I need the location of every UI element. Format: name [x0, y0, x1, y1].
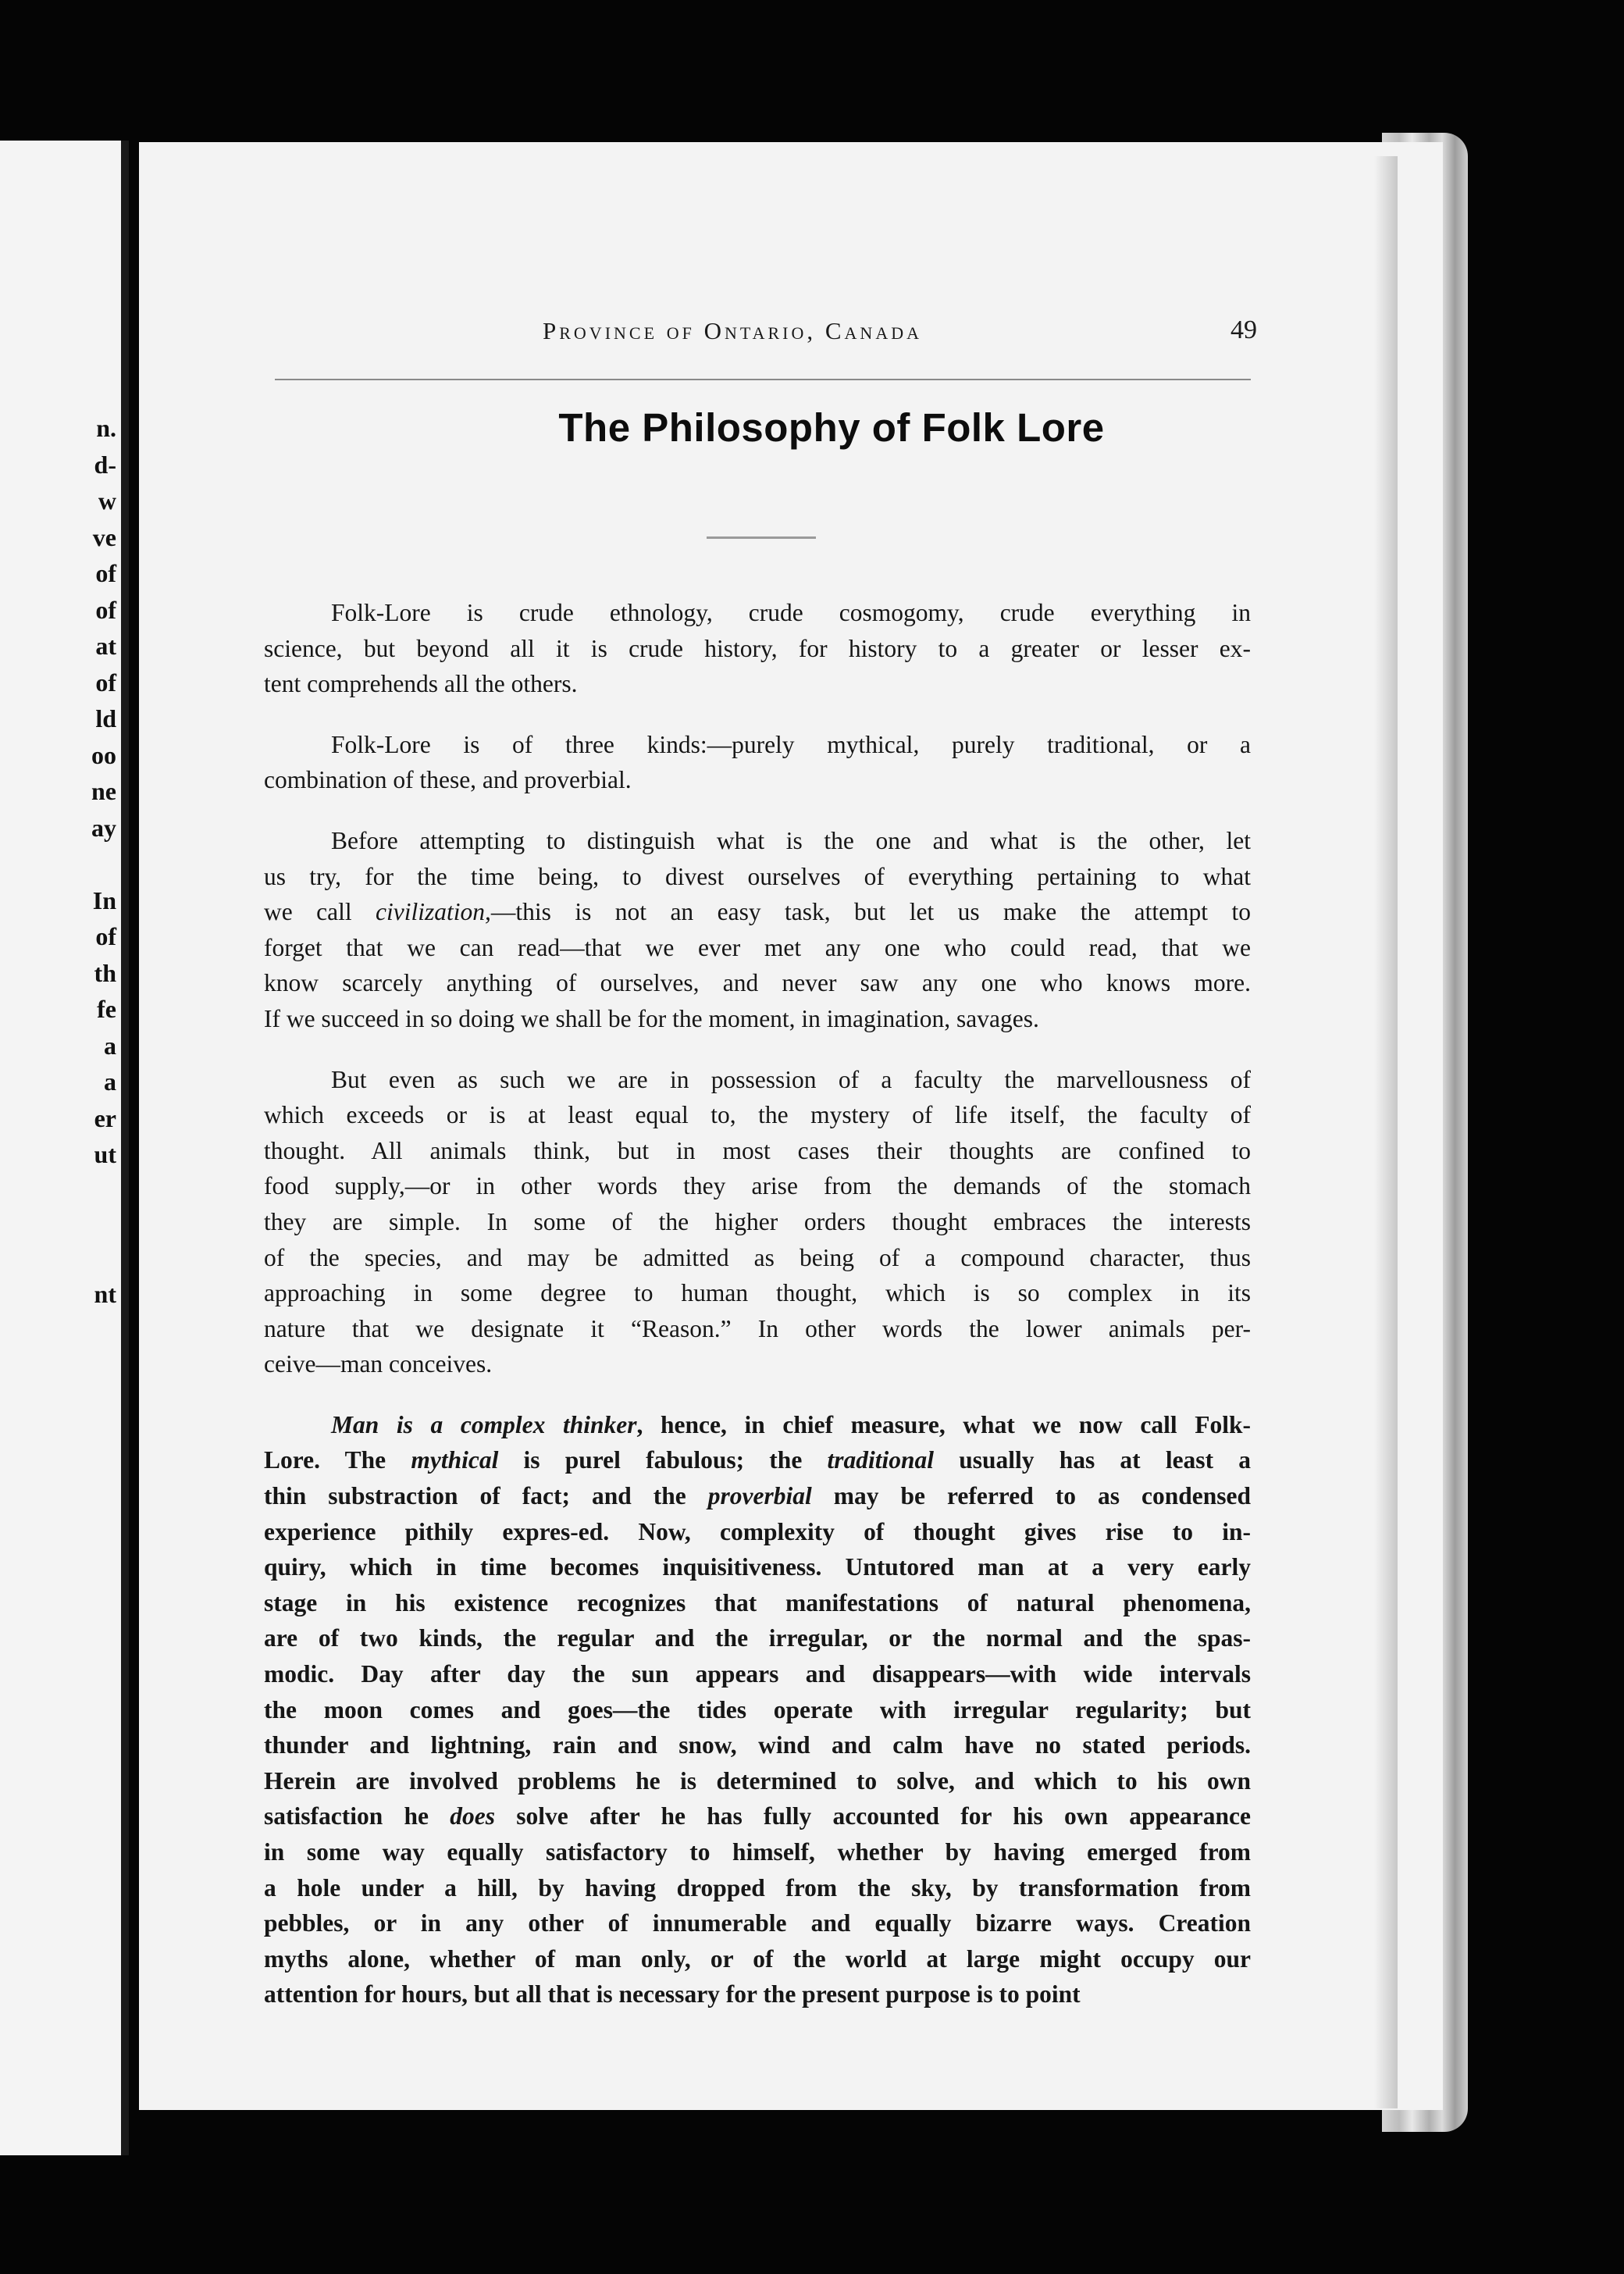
text-line: Before attempting to distinguish what is the one and what is the other, let — [331, 826, 1251, 854]
paragraph-gap — [264, 702, 1251, 727]
left-fragment: a — [104, 1031, 116, 1060]
text-line: stage in his existence recognizes that manifestations of natural phenomena, — [264, 1588, 1251, 1616]
left-fragment: oo — [91, 740, 116, 769]
running-header-title: Province of Ontario, Canada — [543, 317, 922, 344]
text-line: combination of these, and proverbial. — [264, 766, 632, 794]
italic-phrase: traditional — [827, 1446, 935, 1474]
text-line: But even as such we are in possession of a faculty the marvellousness of — [331, 1065, 1251, 1093]
title-rule — [707, 536, 816, 539]
text-line: If we succeed in so doing we shall be for the moment, in imagination, savages. — [264, 1004, 1039, 1032]
left-fragment: th — [94, 958, 116, 987]
text-line: pebbles, or in any other of innumerable and equally bizarre ways. Creation — [264, 1909, 1251, 1937]
left-fragment: fe — [97, 995, 116, 1023]
text-line: thunder and lightning, rain and snow, wind and calm have no stated periods. — [264, 1731, 1251, 1759]
text-line — [264, 1407, 1251, 1443]
text-line: nature that we designate it “Reason.” In other words the lower animals per- — [264, 1314, 1251, 1342]
left-fragment: ld — [95, 704, 116, 732]
italic-phrase: mythical — [411, 1446, 499, 1474]
left-fragment: a — [104, 1067, 116, 1096]
article-title: The Philosophy of Folk Lore — [558, 405, 1105, 450]
text-line: food supply,—or in other words they arise from the demands of the stomach — [264, 1172, 1251, 1200]
left-fragment: In — [92, 886, 116, 914]
left-fragment: of — [95, 559, 116, 587]
text-line: know scarcely anything of ourselves, and never saw any one who knows more. — [264, 969, 1251, 997]
left-fragment: of — [95, 668, 116, 697]
text-segment: is purel fabulous; the — [498, 1446, 828, 1474]
text-line — [264, 1798, 1251, 1834]
left-fragment: ne — [91, 777, 116, 805]
paragraph — [264, 727, 1251, 798]
text-segment: Lore. The — [264, 1446, 411, 1474]
paragraph — [264, 1062, 1251, 1382]
text-segment: satisfaction he — [264, 1802, 451, 1830]
left-fragment: of — [95, 595, 116, 624]
italic-phrase: does — [450, 1802, 496, 1830]
text-segment: we call — [264, 898, 376, 926]
text-line: are of two kinds, the regular and the irregular, or the normal and the spas- — [264, 1624, 1251, 1652]
italic-phrase: proverbial — [707, 1482, 812, 1510]
paragraph — [264, 1407, 1251, 2012]
text-line: myths alone, whether of man only, or of the world at large might occupy our — [264, 1944, 1251, 1973]
left-page-text-fragments — [54, 410, 116, 1312]
paragraph-gap — [264, 1382, 1251, 1407]
header-rule — [275, 379, 1251, 380]
text-line: tent comprehends all the others. — [264, 670, 578, 698]
paragraph-gap — [264, 1037, 1251, 1062]
text-line: forget that we can read—that we ever met any one who could read, that we — [264, 933, 1251, 961]
text-line: experience pithily expres-ed. Now, complexity of thought gives rise to in- — [264, 1517, 1251, 1545]
text-line: thought. All animals think, but in most cases their thoughts are confined to — [264, 1136, 1251, 1164]
text-line — [264, 1442, 1251, 1478]
left-facing-page — [0, 141, 129, 2155]
text-line: modic. Day after day the sun appears and disappears—with wide intervals — [264, 1660, 1251, 1688]
left-fragment: ve — [92, 522, 116, 551]
text-line: ceive—man conceives. — [264, 1350, 493, 1378]
text-segment: solve after he has fully accounted for his own appearance — [495, 1802, 1251, 1830]
left-fragment: of — [95, 922, 116, 950]
text-segment: usually has at least a — [934, 1446, 1251, 1474]
text-line: Herein are involved problems he is determined to solve, and which to his own — [264, 1766, 1251, 1795]
text-line: a hole under a hill, by having dropped from the sky, by transformation from — [264, 1873, 1251, 1902]
text-segment: may be referred to as condensed — [811, 1482, 1251, 1510]
running-header — [273, 312, 1257, 359]
text-line: they are simple. In some of the higher orders thought embraces the interests — [264, 1207, 1251, 1235]
left-fragment: d- — [94, 450, 116, 479]
page-number: 49 — [1230, 315, 1257, 344]
left-fragment-gap — [54, 846, 116, 882]
paragraph — [264, 595, 1251, 702]
text-line: of the species, and may be admitted as being of a compound character, thus — [264, 1243, 1251, 1271]
left-fragment: ut — [94, 1140, 116, 1168]
left-fragment: w — [98, 487, 116, 515]
text-segment: , hence, in chief measure, what we now call Folk- — [636, 1410, 1251, 1438]
text-segment: thin substraction of fact; and the — [264, 1482, 708, 1510]
text-line: attention for hours, but all that is necessary for the present purpose is to point — [264, 1980, 1081, 2008]
text-line: Folk-Lore is crude ethnology, crude cosmogomy, crude everything in — [331, 599, 1251, 626]
paragraph-gap — [264, 798, 1251, 823]
paragraph — [264, 823, 1251, 1037]
article-body — [264, 595, 1251, 2012]
left-fragment: nt — [94, 1279, 116, 1308]
left-fragment-gap — [54, 1173, 116, 1276]
text-line: Folk-Lore is of three kinds:—purely mythical, purely traditional, or a — [331, 730, 1251, 758]
left-fragment: at — [95, 632, 116, 660]
left-fragment: ay — [91, 813, 116, 842]
text-line — [264, 1478, 1251, 1514]
text-line: science, but beyond all it is crude history, for history to a greater or lesser ex- — [264, 634, 1251, 662]
text-line: us try, for the time being, to divest ourselves of everything pertaining to what — [264, 862, 1251, 890]
left-fragment: n. — [96, 414, 116, 442]
text-line — [264, 894, 1251, 930]
italic-phrase: civilization, — [376, 898, 491, 926]
text-line: approaching in some degree to human thought, which is so complex in its — [264, 1279, 1251, 1307]
text-line: the moon comes and goes—the tides operate with irregular regularity; but — [264, 1695, 1251, 1723]
text-line: which exceeds or is at least equal to, the mystery of life itself, the faculty of — [264, 1101, 1251, 1129]
text-line: quiry, which in time becomes inquisitiveness. Untutored man at a very early — [264, 1553, 1251, 1581]
text-segment: —this is not an easy task, but let us make the attempt to — [490, 898, 1251, 926]
italic-phrase: Man is a complex thinker — [331, 1410, 637, 1438]
text-line: in some way equally satisfactory to himself, whether by having emerged from — [264, 1838, 1251, 1866]
left-fragment: er — [94, 1103, 116, 1132]
